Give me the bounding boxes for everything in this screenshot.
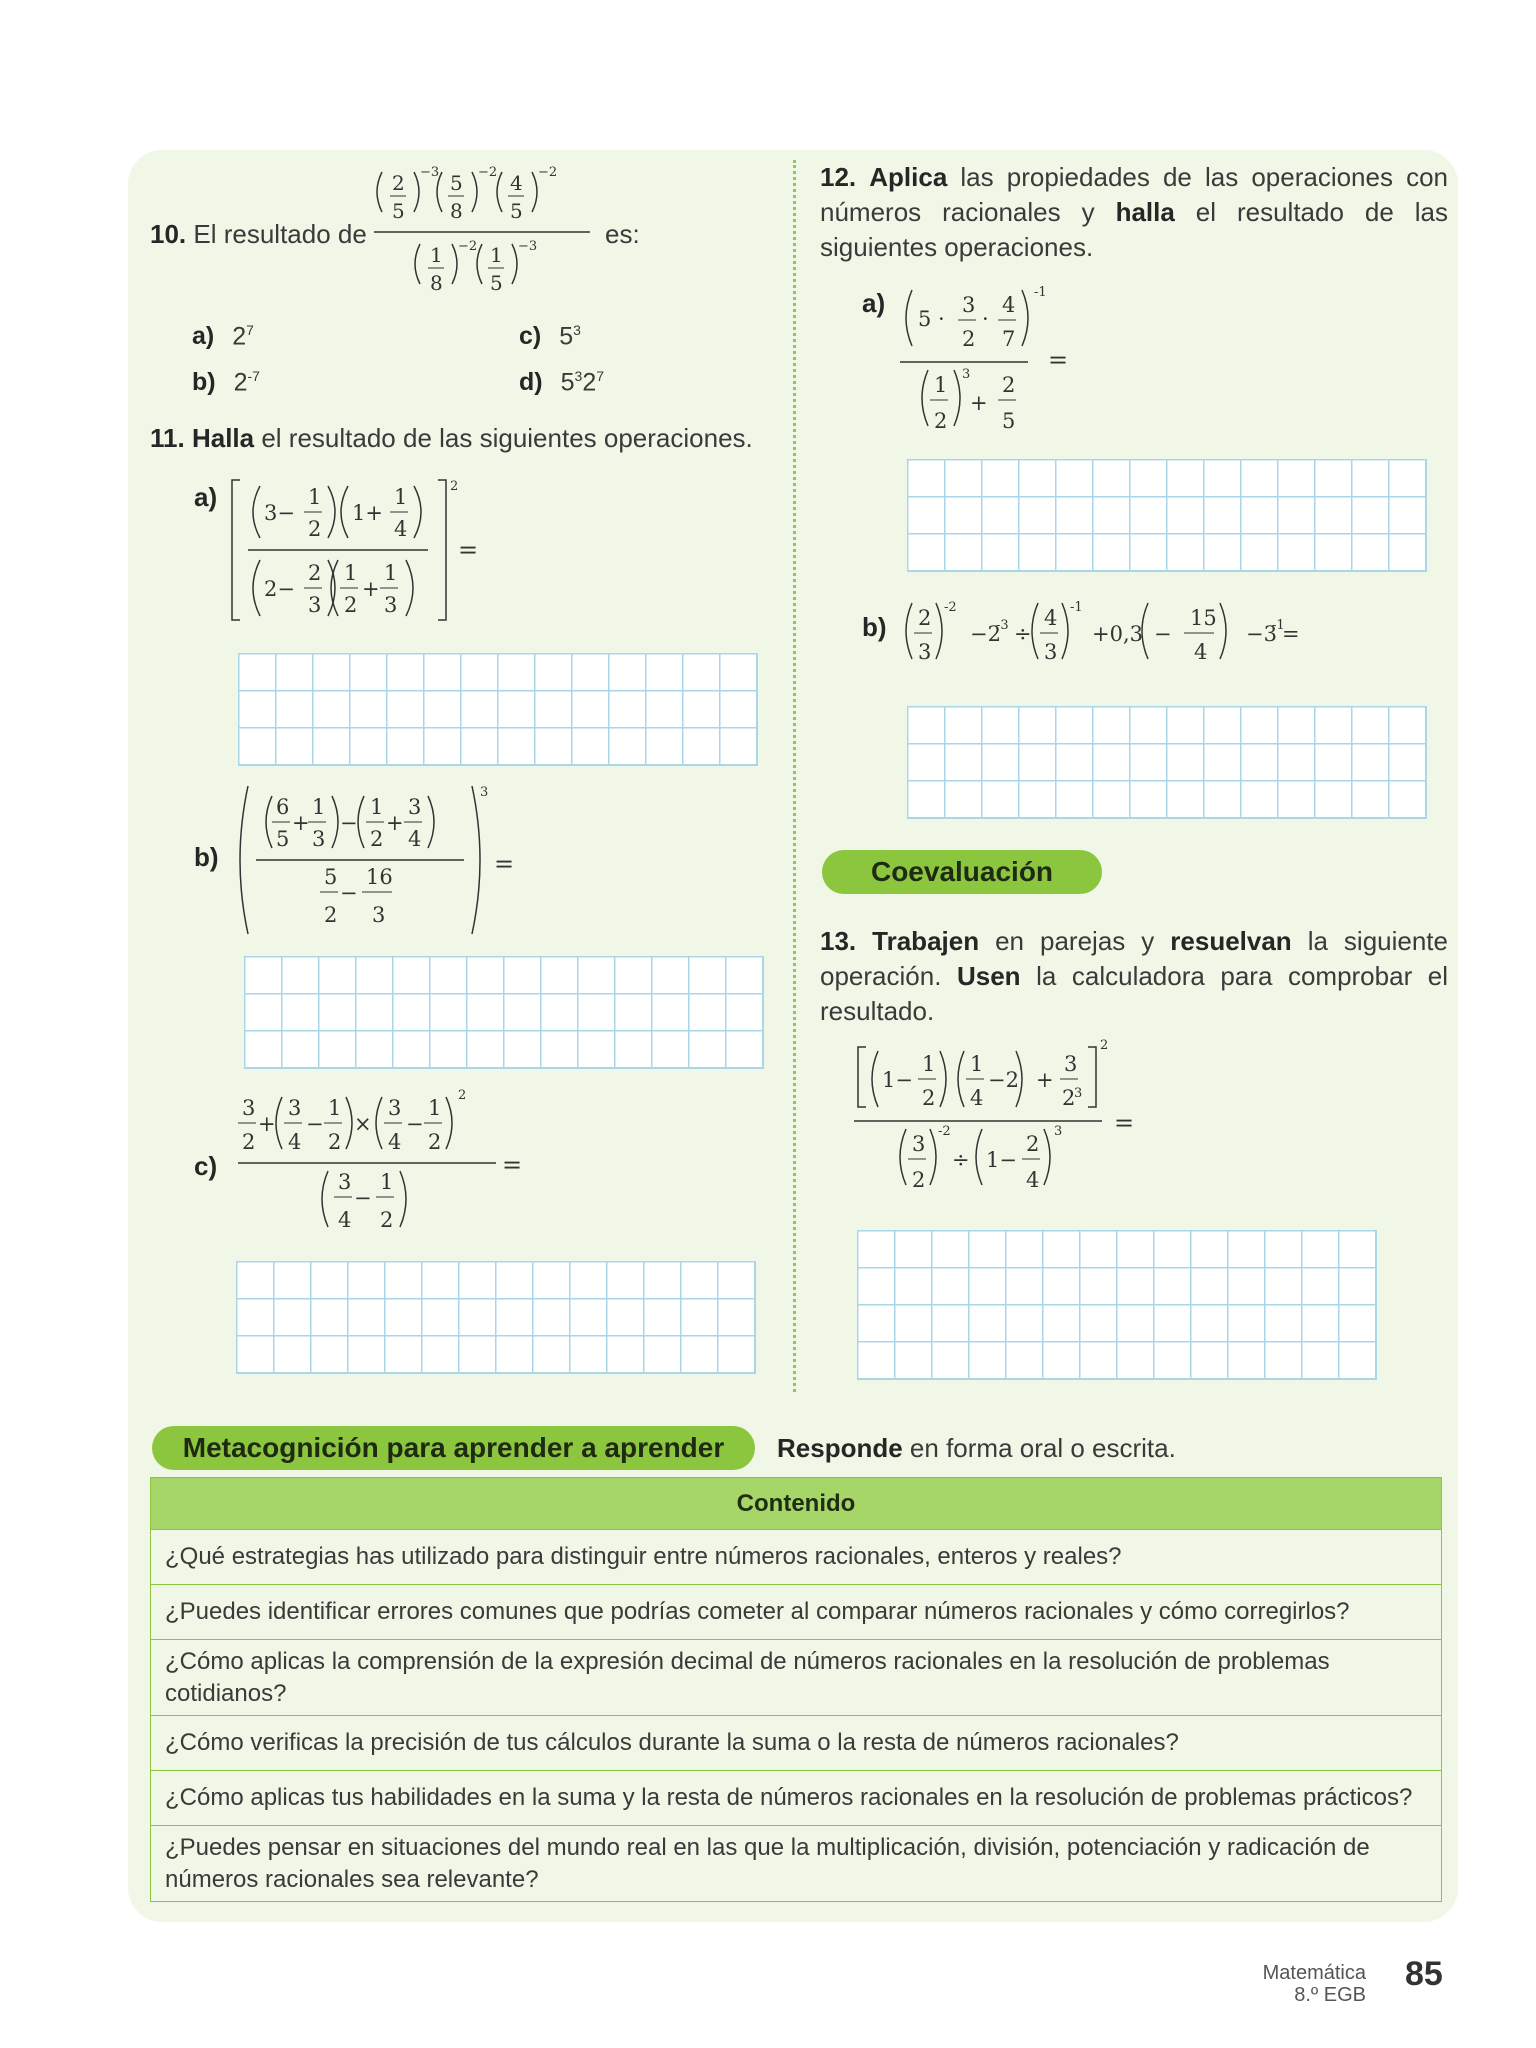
svg-text:1: 1 [970, 1052, 984, 1076]
svg-text:5: 5 [324, 865, 338, 889]
svg-text:−: − [306, 1112, 324, 1136]
svg-text:1: 1 [490, 243, 503, 267]
svg-text:2: 2 [328, 1130, 342, 1154]
table-row: ¿Puedes identificar errores comunes que podrías cometer al comparar números racionales y cómo corregirlos? [151, 1585, 1442, 1640]
column-divider [793, 160, 796, 1392]
svg-text:3: 3 [288, 1096, 302, 1120]
q10-expression [370, 160, 600, 315]
svg-text:4: 4 [1194, 640, 1208, 664]
svg-text:1: 1 [428, 1096, 442, 1120]
svg-text:1: 1 [308, 485, 322, 509]
svg-text:4: 4 [1044, 606, 1058, 630]
svg-text:-3: -3 [996, 618, 1009, 633]
q11c-expression [236, 1085, 536, 1240]
svg-text:1−: 1− [882, 1068, 913, 1092]
svg-text:6: 6 [276, 795, 290, 819]
metacognicion-badge: Metacognición para aprender a aprender [152, 1426, 755, 1470]
svg-text:4: 4 [510, 171, 523, 195]
svg-text:3: 3 [372, 903, 386, 927]
q11c-label: c) [194, 1151, 218, 1181]
svg-text:+: + [386, 811, 404, 835]
metacognicion-table [150, 1477, 1442, 1902]
q11b-answer-grid[interactable] [244, 956, 764, 1069]
svg-text:+: + [292, 811, 310, 835]
q13-answer-grid[interactable] [857, 1230, 1377, 1380]
svg-text:−2: −2 [538, 165, 558, 180]
q10-prompt: 10. El resultado de [150, 219, 367, 249]
svg-text:2: 2 [1002, 373, 1016, 397]
q11b-expression [232, 780, 532, 940]
svg-text:−: − [340, 881, 358, 905]
svg-text:-1: -1 [1070, 600, 1083, 615]
svg-text:1: 1 [328, 1096, 342, 1120]
svg-text:4: 4 [1002, 293, 1016, 317]
q11a-expression [228, 470, 478, 630]
svg-text:−: − [1154, 622, 1172, 646]
q13-expression [852, 1035, 1142, 1220]
table-row: ¿Cómo verificas la precisión de tus cálculos durante la suma o la resta de números racionales? [151, 1716, 1442, 1771]
svg-text:3: 3 [408, 795, 422, 819]
footer-subject [1263, 1962, 1366, 2006]
svg-text:−3: −3 [420, 165, 440, 180]
table-row: ¿Cómo aplicas tus habilidades en la suma y la resta de números racionales en la resolución de problemas prácticos? [151, 1771, 1442, 1826]
table-row: ¿Qué estrategias has utilizado para distinguir entre números racionales, enteros y reales? [151, 1530, 1442, 1585]
svg-text:2: 2 [324, 903, 338, 927]
svg-text:15: 15 [1190, 606, 1217, 630]
svg-text:5: 5 [392, 199, 405, 223]
svg-text:+: + [258, 1112, 276, 1136]
svg-text:3: 3 [912, 1132, 926, 1156]
svg-text:+0,3: +0,3 [1092, 622, 1143, 646]
svg-text:÷: ÷ [1014, 622, 1032, 646]
svg-text:4: 4 [288, 1130, 302, 1154]
svg-text:4: 4 [388, 1130, 402, 1154]
svg-text:5: 5 [276, 827, 290, 851]
svg-text:2: 2 [380, 1208, 394, 1232]
svg-text:2: 2 [918, 606, 932, 630]
svg-text:3: 3 [308, 593, 322, 617]
coevaluacion-badge: Coevaluación [822, 850, 1102, 894]
svg-text:−: − [354, 1186, 372, 1210]
svg-text:2: 2 [344, 593, 358, 617]
q10-option-d[interactable]: d) $5^32^7$ [519, 368, 605, 397]
svg-text:−2: −2 [478, 165, 498, 180]
svg-text:4: 4 [970, 1086, 984, 1110]
svg-text:−: − [406, 1112, 424, 1136]
q12b-label: b) [862, 612, 887, 642]
q10-suffix: es: [605, 219, 640, 249]
svg-text:=: = [1048, 346, 1069, 374]
metacognicion-instruction: Responde en forma oral o escrita. [777, 1433, 1176, 1463]
svg-text:7: 7 [1002, 327, 1016, 351]
table-row: ¿Cómo aplicas la comprensión de la expresión decimal de números racionales en la resolución de problemas cotidianos? [151, 1640, 1442, 1716]
svg-text:16: 16 [366, 865, 393, 889]
q10-option-a[interactable]: a) $2^7$ [192, 322, 254, 351]
svg-text:1+: 1+ [352, 501, 383, 525]
svg-text:5: 5 [490, 271, 503, 295]
svg-text:2: 2 [922, 1086, 936, 1110]
svg-text:3: 3 [388, 1096, 402, 1120]
svg-text:=: = [494, 850, 515, 878]
page-number: 85 [1405, 1955, 1443, 1993]
q12a-answer-grid[interactable] [907, 459, 1427, 572]
svg-text:3: 3 [480, 785, 489, 800]
svg-text:+: + [362, 577, 380, 601]
svg-text:5: 5 [450, 171, 463, 195]
q12a-label: a) [862, 288, 886, 318]
svg-text:=: = [502, 1151, 523, 1179]
svg-text:4: 4 [338, 1208, 352, 1232]
footer-subject-name: Matemática [1262, 1962, 1366, 1984]
svg-text:4: 4 [1026, 1168, 1040, 1192]
svg-text:2: 2 [934, 409, 948, 433]
svg-text:2: 2 [370, 827, 384, 851]
svg-text:-1: -1 [1272, 618, 1285, 633]
svg-text:4: 4 [408, 827, 422, 851]
svg-text:1: 1 [934, 373, 948, 397]
svg-text:-2: -2 [944, 600, 957, 615]
svg-text:·: · [982, 307, 989, 331]
svg-text:2: 2 [458, 1088, 467, 1103]
svg-text:3: 3 [918, 640, 932, 664]
q10-option-c[interactable]: c) $5^3$ [519, 322, 581, 351]
svg-text:2: 2 [428, 1130, 442, 1154]
q11c-answer-grid[interactable] [236, 1261, 756, 1374]
svg-text:2: 2 [308, 561, 322, 585]
svg-text:2: 2 [962, 327, 976, 351]
q11-prompt: 11. Halla el resultado de las siguientes operaciones. [150, 423, 753, 453]
q13-prompt: 13. Trabajen en parejas y resuelvan la siguiente operación. Usen la calculadora para comprobar el resultado. [820, 926, 1448, 1026]
svg-text:−2: −2 [988, 1068, 1019, 1092]
svg-text:5: 5 [510, 199, 523, 223]
svg-text:3: 3 [338, 1170, 352, 1194]
svg-text:1: 1 [344, 561, 358, 585]
q11b-label: b) [194, 842, 219, 872]
table-row: ¿Puedes pensar en situaciones del mundo real en las que la multiplicación, división, potenciación y radicación de números racionales sea relevante? [151, 1826, 1442, 1902]
svg-text:2: 2 [1062, 1086, 1076, 1110]
q12-prompt: 12. Aplica las propiedades de las operaciones con números racionales y halla el resultado de las siguientes operaciones. [820, 162, 1448, 262]
svg-text:-1: -1 [1034, 285, 1047, 300]
svg-text:2: 2 [450, 479, 459, 494]
svg-text:3: 3 [1054, 1124, 1063, 1139]
svg-text:=: = [1282, 622, 1300, 646]
svg-text:−3: −3 [1246, 622, 1277, 646]
svg-text:2: 2 [392, 171, 405, 195]
svg-text:2: 2 [912, 1168, 926, 1192]
svg-text:3−: 3− [264, 501, 295, 525]
svg-text:=: = [458, 536, 478, 564]
svg-text:1: 1 [394, 485, 408, 509]
svg-text:1: 1 [380, 1170, 394, 1194]
footer-grade: 8.º EGB [1294, 1984, 1366, 2006]
svg-text:1−: 1− [986, 1148, 1017, 1172]
svg-text:5 ·: 5 · [918, 307, 945, 331]
table-header: Contenido [151, 1478, 1442, 1530]
svg-text:3: 3 [312, 827, 326, 851]
svg-text:1: 1 [384, 561, 398, 585]
svg-text:2−: 2− [264, 577, 295, 601]
svg-text:+: + [970, 391, 988, 415]
svg-text:×: × [354, 1112, 372, 1136]
q12b-expression [898, 595, 1328, 675]
svg-text:2: 2 [1100, 1038, 1109, 1053]
svg-text:1: 1 [922, 1052, 936, 1076]
svg-text:8: 8 [450, 199, 463, 223]
svg-text:1: 1 [312, 795, 326, 819]
svg-text:1: 1 [370, 795, 384, 819]
svg-text:3: 3 [962, 293, 976, 317]
svg-text:−: − [340, 811, 358, 835]
svg-text:3: 3 [242, 1096, 256, 1120]
svg-text:+: + [1036, 1068, 1054, 1092]
svg-text:3: 3 [384, 593, 398, 617]
svg-text:−2: −2 [458, 239, 478, 254]
svg-text:5: 5 [1002, 409, 1016, 433]
svg-text:÷: ÷ [952, 1148, 970, 1172]
svg-text:4: 4 [394, 517, 408, 541]
svg-text:3: 3 [1064, 1052, 1078, 1076]
svg-text:2: 2 [308, 517, 322, 541]
q10-option-b[interactable]: b) $2^{-7}$ [192, 368, 260, 397]
svg-text:2: 2 [242, 1130, 256, 1154]
svg-text:1: 1 [430, 243, 443, 267]
q11a-label: a) [194, 482, 218, 512]
svg-text:3: 3 [1044, 640, 1058, 664]
svg-text:−3: −3 [518, 239, 538, 254]
q11a-answer-grid[interactable] [238, 653, 758, 766]
svg-text:8: 8 [430, 271, 443, 295]
svg-text:2: 2 [1026, 1132, 1040, 1156]
svg-text:-2: -2 [938, 1124, 951, 1139]
q12b-answer-grid[interactable] [907, 706, 1427, 819]
svg-text:3: 3 [962, 367, 971, 382]
q12a-expression [898, 282, 1088, 442]
svg-text:=: = [1114, 1109, 1135, 1137]
svg-text:3: 3 [1074, 1086, 1083, 1101]
svg-text:−2: −2 [970, 622, 1001, 646]
